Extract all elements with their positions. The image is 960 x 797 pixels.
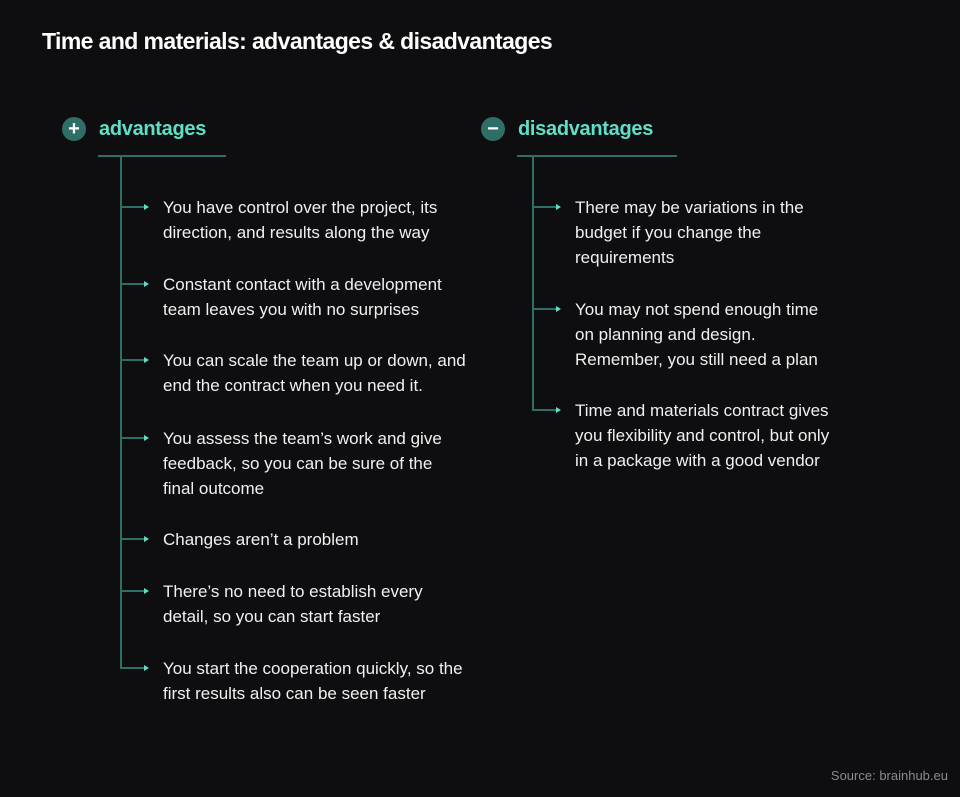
- arrow-icon: [120, 667, 146, 669]
- disadvantages-underline: [517, 155, 677, 157]
- disadvantage-item: Time and materials contract gives you flexibility and control, but only in a package with a good vendor: [575, 401, 830, 470]
- advantage-item: You can scale the team up or down, and end the contract when you need it.: [163, 351, 466, 395]
- advantage-item: Changes aren’t a problem: [163, 530, 359, 549]
- advantage-item: There’s no need to establish every detail, so you can start faster: [163, 582, 423, 626]
- disadvantage-item: There may be variations in the budget if you change the requirements: [575, 198, 804, 267]
- arrow-icon: [120, 437, 146, 439]
- arrow-icon: [532, 206, 558, 208]
- arrow-icon: [120, 283, 146, 285]
- disadvantages-label: disadvantages: [518, 117, 654, 140]
- arrow-icon: [120, 359, 146, 361]
- advantages-underline: [98, 155, 226, 157]
- page-title: Time and materials: advantages & disadvantages: [42, 28, 553, 54]
- disadvantages-connector-line: [532, 156, 534, 410]
- disadvantage-item: You may not spend enough time on planning and design. Remember, you still need a plan: [575, 300, 819, 369]
- arrow-icon: [120, 590, 146, 592]
- plus-icon: +: [62, 117, 86, 141]
- advantages-label: advantages: [99, 117, 207, 140]
- minus-icon: −: [481, 117, 505, 141]
- arrow-icon: [120, 206, 146, 208]
- arrow-icon: [532, 409, 558, 411]
- disadvantages-header: [481, 113, 653, 145]
- advantage-item: You start the cooperation quickly, so the first results also can be seen faster: [163, 659, 463, 703]
- source-caption: Source: brainhub.eu: [830, 768, 948, 783]
- advantage-item: You have control over the project, its direction, and results along the way: [163, 198, 438, 242]
- advantages-header: [62, 113, 206, 145]
- advantage-item: You assess the team’s work and give feedback, so you can be sure of the final outcome: [163, 429, 442, 498]
- arrow-icon: [532, 308, 558, 310]
- arrow-icon: [120, 538, 146, 540]
- advantage-item: Constant contact with a development team leaves you with no surprises: [163, 275, 442, 319]
